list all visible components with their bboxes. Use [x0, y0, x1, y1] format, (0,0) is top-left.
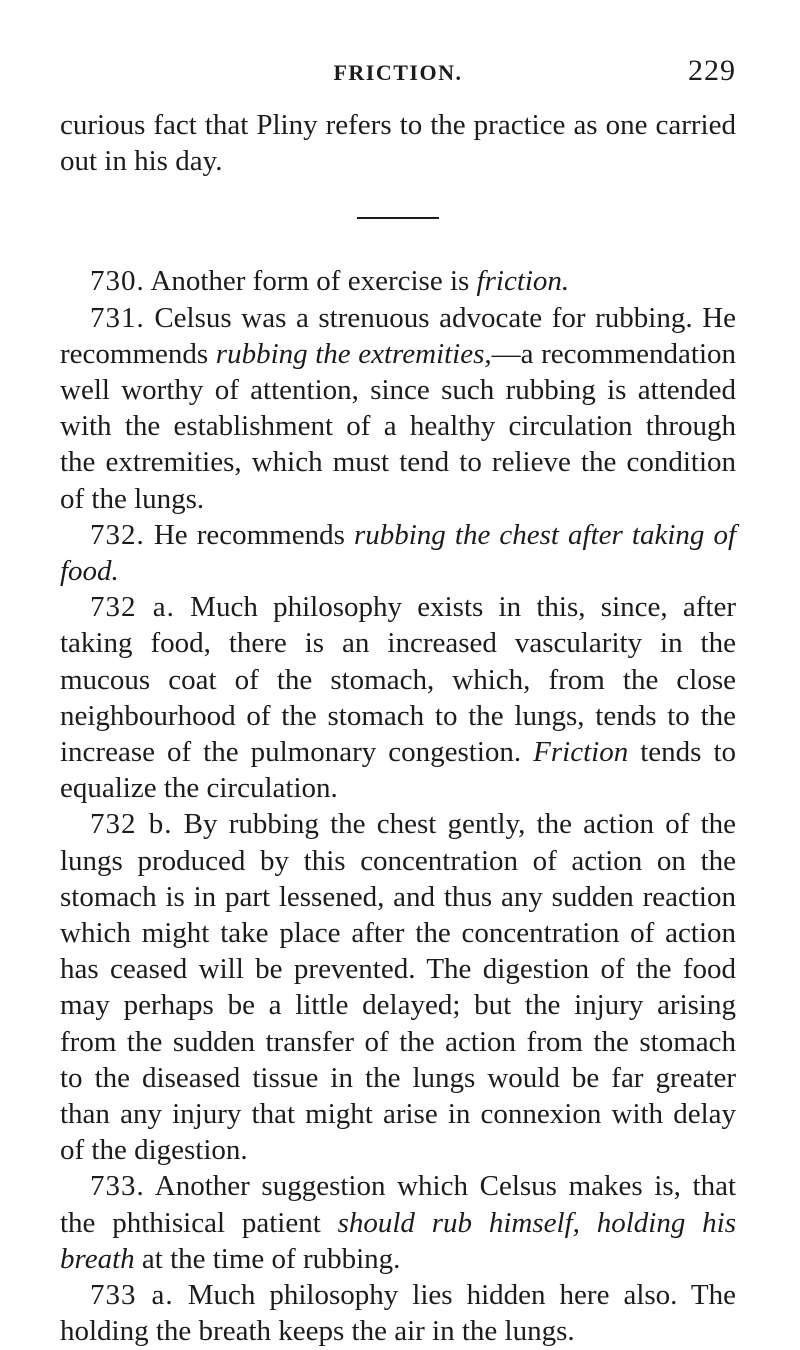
paragraph-number: 732 a.	[90, 591, 175, 624]
paragraph-number: 732 b.	[90, 808, 173, 841]
emphasis-text: Friction	[533, 736, 629, 769]
opening-text: curious fact that Pliny refers to the practice as one carried out in his day.	[60, 109, 736, 178]
paragraph-number: 733 a.	[90, 1279, 174, 1312]
paragraph-text: —a recommendation well worthy of attention, since such rubbing is attended with the establishment of a healthy circulation through the extremities, which must tend to relieve the condition of the lungs.	[60, 337, 736, 515]
page-number: 229	[688, 54, 736, 87]
emphasis-text: should rub himself, holding his breath	[60, 1206, 737, 1275]
paragraph-number: 732.	[90, 518, 145, 551]
paragraph-number: 733.	[90, 1170, 145, 1203]
emphasis-text: rubbing the extremities,	[215, 337, 492, 370]
paragraph-text: tends to equalize the circulation.	[60, 736, 737, 805]
paragraph-text: By rubbing the chest gently, the action of the lungs produced by this concentration of action on the stomach is in part lessened, and thus any sudden reaction which might take place after the concentration of action has ceased will be prevented. The digestion of the food may perhaps be a little delayed; but the injury arising from the sudden transfer of the action from the stomach to the diseased tissue in the lungs would be far greater than any injury that might arise in connexion with delay of the digestion.	[60, 808, 737, 1167]
paragraph-text: Much philosophy exists in this, since, after taking food, there is an increased vascularity in the mucous coat of the stomach, which, from the close neighbourhood of the stomach to the lungs, tends to the increase of the pulmonary congestion.	[60, 591, 736, 769]
paragraph-text: Another suggestion which Celsus makes is, that the phthisical patient	[60, 1170, 736, 1239]
paragraph-text: Much philosophy lies hidden here also. The holding the breath keeps the air in the lungs.	[60, 1279, 737, 1348]
paragraph-731	[60, 300, 736, 517]
running-title: FRICTION.	[333, 60, 463, 85]
paragraph-number: 731.	[90, 301, 145, 334]
opening-paragraph	[60, 107, 736, 179]
paragraph-732a	[60, 589, 736, 806]
paragraph-732b	[60, 806, 736, 1168]
body-text	[60, 107, 736, 1350]
paragraph-text: Another form of exercise is	[150, 265, 470, 298]
paragraph-732	[60, 517, 736, 589]
emphasis-text: friction.	[476, 265, 570, 298]
paragraph-text: at the time of rubbing.	[141, 1242, 401, 1275]
paragraph-text: He recommends	[153, 518, 345, 551]
section-divider	[357, 217, 439, 219]
paragraph-730	[60, 263, 736, 299]
paragraph-number: 730.	[90, 265, 145, 298]
paragraph-text: Celsus was a strenuous advocate for rubbing. He recommends	[60, 301, 737, 370]
paragraph-733a	[60, 1277, 736, 1349]
emphasis-text: rubbing the chest after taking of food.	[60, 518, 737, 588]
paragraph-733	[60, 1168, 736, 1277]
running-header	[60, 54, 736, 98]
